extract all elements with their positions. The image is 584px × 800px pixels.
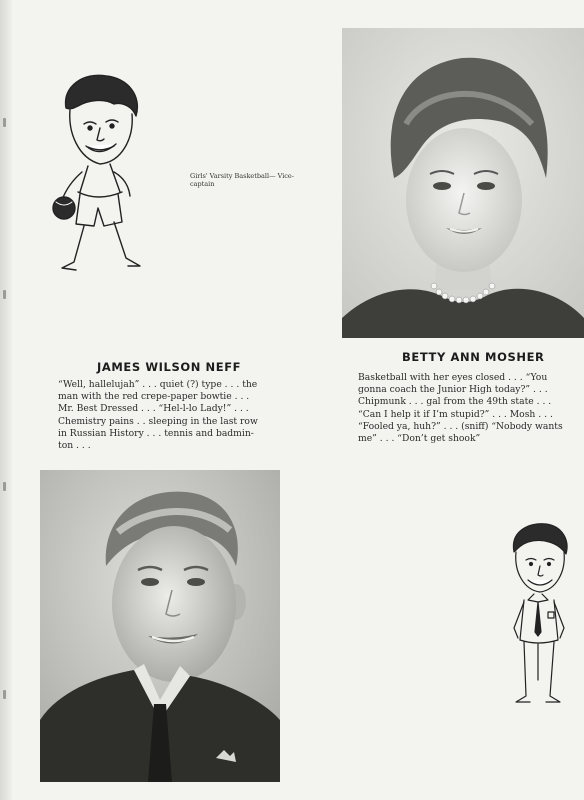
bio-line: Chipmunk . . . gal from the 49th state . . . <box>358 396 552 408</box>
portrait-boy-suit-tie-icon <box>40 470 280 782</box>
bio-line: in Russian History . . . tennis and badmin- <box>58 427 254 439</box>
bio-neff <box>58 379 290 452</box>
bio-line: ton . . . <box>58 440 91 452</box>
activity-caption <box>190 172 320 188</box>
bio-mosher <box>358 372 580 445</box>
bio-line: “Fooled ya, huh?” . . . (sniff) “Nobody wants <box>358 420 563 432</box>
bio-line: gonna coach the Junior High today?” . . . <box>358 384 548 396</box>
bio-line: Chemistry pains . . sleeping in the last row <box>58 415 258 427</box>
caption-line: captain <box>190 180 215 188</box>
binding-mark <box>3 118 6 127</box>
boy-with-basketball-caricature-icon <box>48 68 148 280</box>
boy-standing-caricature-icon <box>506 520 570 712</box>
bio-line: man with the red crepe-paper bowtie . . . <box>58 391 250 403</box>
student-name-neff: JAMES WILSON NEFF <box>97 360 242 374</box>
portrait-girl-pearl-necklace-icon <box>342 28 584 338</box>
binding-mark <box>3 690 6 699</box>
bio-line: Basketball with her eyes closed . . . “You <box>358 372 548 383</box>
bio-line: me” . . . “Don’t get shook” <box>358 433 481 445</box>
binding-mark <box>3 482 6 491</box>
binding-edge <box>0 0 12 800</box>
student-name-mosher: BETTY ANN MOSHER <box>402 350 545 364</box>
caption-line: Girls' Varsity Basketball— Vice- <box>190 172 294 180</box>
bio-line: “Can I help it if I’m stupid?” . . . Mosh . . . <box>358 408 553 420</box>
bio-line: Mr. Best Dressed . . . “Hel-l-lo Lady!” . . . <box>58 403 249 415</box>
binding-mark <box>3 290 6 299</box>
bio-line: “Well, hallelujah” . . . quiet (?) type . . . the <box>58 379 258 390</box>
